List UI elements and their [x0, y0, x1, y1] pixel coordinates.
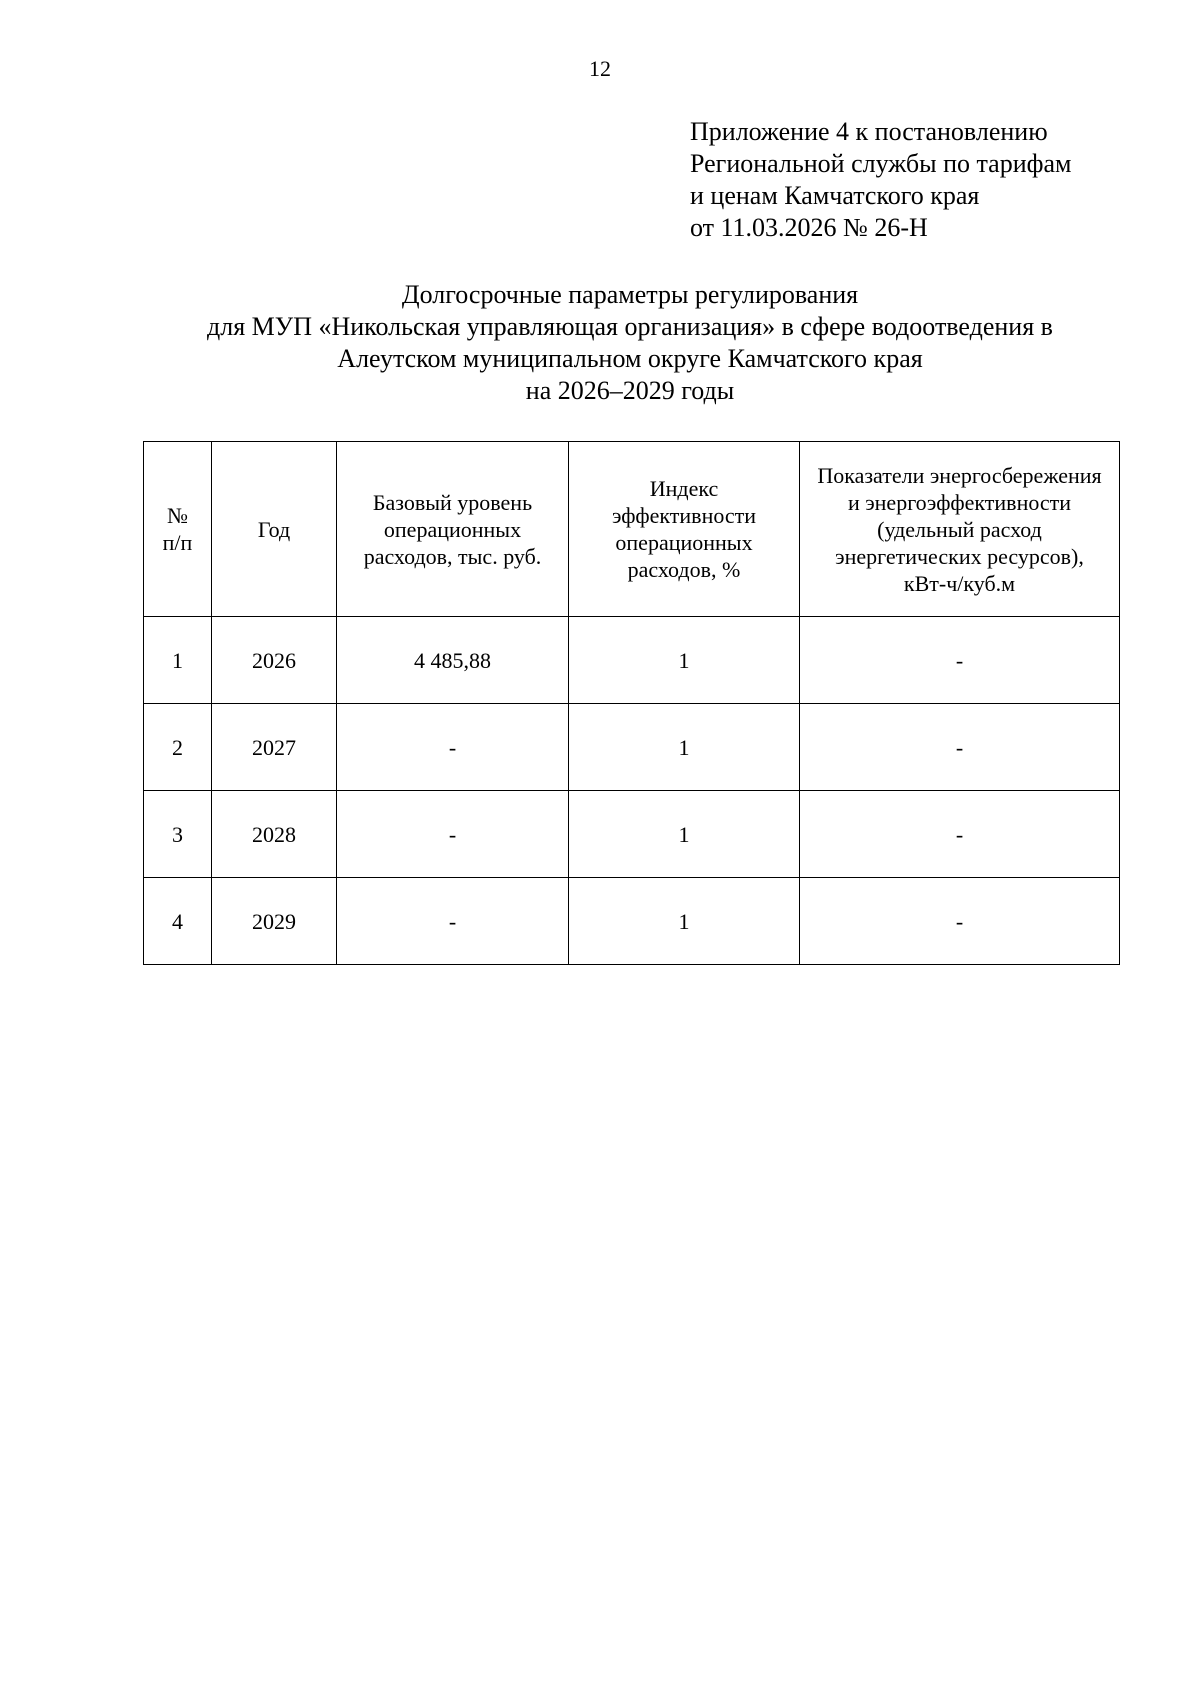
table-row: [144, 878, 1120, 965]
appendix-line: Приложение 4 к постановлению: [690, 117, 1048, 146]
page-number: 12: [589, 56, 611, 81]
cell-energy-indicators: -: [800, 704, 1120, 791]
appendix-line: от 11.03.2026 № 26-Н: [690, 213, 928, 242]
cell-base-opex: -: [337, 704, 569, 791]
cell-efficiency-index: 1: [569, 704, 800, 791]
cell-number: 3: [144, 791, 212, 878]
title-line: для МУП «Никольская управляющая организация» в сфере водоотведения в: [207, 312, 1053, 341]
cell-base-opex: -: [337, 878, 569, 965]
cell-base-opex: -: [337, 791, 569, 878]
header-efficiency-index: Индекс эффективности операционных расходов, %: [569, 442, 800, 617]
appendix-line: и ценам Камчатского края: [690, 181, 980, 210]
cell-efficiency-index: 1: [569, 791, 800, 878]
cell-year: 2029: [212, 878, 337, 965]
table-row: [144, 704, 1120, 791]
cell-year: 2027: [212, 704, 337, 791]
header-energy-indicators: Показатели энергосбережения и энергоэффективности (удельный расход энергетических ресурсов), кВт-ч/куб.м: [800, 442, 1120, 617]
regulation-parameters-table: [143, 441, 1120, 965]
title-line: Долгосрочные параметры регулирования: [401, 280, 859, 309]
document-title: [100, 279, 1160, 407]
cell-number: 2: [144, 704, 212, 791]
appendix-reference: [690, 116, 1160, 244]
cell-efficiency-index: 1: [569, 878, 800, 965]
title-line: на 2026–2029 годы: [525, 376, 735, 405]
cell-base-opex: 4 485,88: [337, 617, 569, 704]
title-line: Алеутском муниципальном округе Камчатского края: [337, 344, 923, 373]
header-year: Год: [212, 442, 337, 617]
table-header-row: [144, 442, 1120, 617]
cell-efficiency-index: 1: [569, 617, 800, 704]
header-number: № п/п: [144, 442, 212, 617]
cell-number: 4: [144, 878, 212, 965]
cell-year: 2028: [212, 791, 337, 878]
cell-number: 1: [144, 617, 212, 704]
cell-energy-indicators: -: [800, 878, 1120, 965]
cell-energy-indicators: -: [800, 791, 1120, 878]
cell-year: 2026: [212, 617, 337, 704]
appendix-line: Региональной службы по тарифам: [690, 149, 1072, 178]
table-row: [144, 617, 1120, 704]
table-row: [144, 791, 1120, 878]
header-base-opex: Базовый уровень операционных расходов, тыс. руб.: [337, 442, 569, 617]
cell-energy-indicators: -: [800, 617, 1120, 704]
